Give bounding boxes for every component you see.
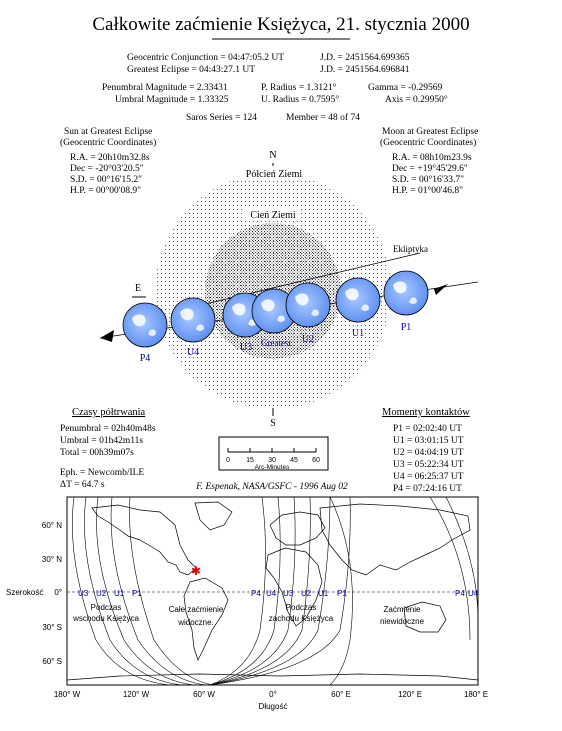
path-arrow-east: [434, 284, 448, 295]
contact-label-u1: U1: [351, 328, 365, 339]
sun-dec: Dec = -20°03'20.5": [70, 164, 144, 174]
umbra-label: Cień Ziemi: [250, 210, 296, 221]
duration-umbral: Umbral = 01h42m11s: [60, 436, 144, 446]
map-curve-label-u1-mid: U1: [318, 589, 329, 598]
gamma: Gamma = -0.29569: [368, 83, 443, 93]
contact-label-u2: U2: [301, 334, 315, 345]
zone-total-line2: widoczne.: [178, 618, 214, 627]
contact-label-p4: P4: [139, 353, 151, 364]
moon-ra: R.A. = 08h10m23.9s: [392, 153, 472, 163]
p-radius: P. Radius = 1.3121°: [261, 83, 337, 93]
contact-u4-time: U4 = 06:25:37 UT: [393, 472, 464, 482]
greatest-eclipse-star-icon: ✱: [190, 564, 202, 578]
scale-tick-0: 0: [226, 457, 230, 464]
path-arrow-west: [100, 330, 114, 342]
sun-box-subtitle: (Geocentric Coordinates): [60, 138, 157, 148]
map-curve-label-u3-mid: U3: [283, 589, 294, 598]
zone-total-line1: Całe zaćmienie: [168, 605, 224, 614]
contact-p4-time: P4 = 07:24:16 UT: [393, 484, 462, 494]
greatest-eclipse-jd: J.D. = 2451564.696841: [320, 65, 410, 75]
sun-hp: H.P. = 00°00'08.9": [70, 186, 141, 196]
map-curve-label-u4-mid: U4: [266, 589, 277, 598]
zone-invisible-line2: niewidoczne: [379, 617, 425, 626]
saros-member: Member = 48 of 74: [286, 113, 360, 123]
ecliptic-label: Ekliptyka: [393, 244, 428, 254]
durations-title: Czasy półtrwania: [72, 407, 146, 418]
page-title: Całkowite zaćmienie Księżyca, 21. stycznia 2000: [92, 14, 470, 35]
lat-tick-30n: 30° N: [41, 555, 62, 564]
greatest-eclipse-text: Greatest Eclipse = 04:43:27.1 UT: [127, 65, 256, 75]
lon-tick-120w: 120° W: [122, 690, 150, 699]
lon-tick-60e: 60° E: [331, 690, 351, 699]
sun-sd: S.D. = 00°16'15.2": [70, 175, 143, 185]
conjunction-jd: J.D. = 2451564.699365: [320, 53, 410, 63]
credit: F. Espenak, NASA/GSFC - 1996 Aug 02: [196, 482, 348, 492]
moon-u2: [286, 283, 330, 327]
zone-moonrise-line2: wschodu Księżyca: [73, 614, 139, 623]
scale-tick-45: 45: [290, 457, 298, 464]
moon-p4: [123, 303, 167, 347]
moon-u4: [171, 298, 215, 342]
north-label: N: [269, 150, 277, 161]
sun-ra: R.A. = 20h10m32.8s: [70, 153, 150, 163]
scale-tick-60: 60: [312, 457, 320, 464]
contact-u3-time: U3 = 05:22:34 UT: [393, 460, 464, 470]
contact-u1-time: U1 = 03:01:15 UT: [393, 436, 464, 446]
lat-tick-0: 0°: [54, 588, 62, 597]
moon-box-subtitle: (Geocentric Coordinates): [380, 138, 477, 148]
conjunction-text: Geocentric Conjunction = 04:47:05.2 UT: [127, 53, 285, 63]
lon-tick-180e: 180° E: [463, 690, 489, 699]
map-curve-label-p1-mid: P1: [337, 589, 347, 598]
map-curve-label-p4-east: P4: [455, 589, 465, 598]
moon-sd: S.D. = 00°16'33.7": [392, 175, 465, 185]
u-radius: U. Radius = 0.7595°: [261, 95, 340, 105]
lon-tick-120e: 120° E: [397, 690, 423, 699]
moon-p1: [384, 271, 428, 315]
map-curve-label-u1-west: U1: [114, 589, 125, 598]
delta-t: ΔT = 64.7 s: [60, 480, 105, 490]
map-curve-label-u4-east: U4: [468, 589, 479, 598]
y-axis-title: Szerokość: [6, 588, 44, 597]
map-curve-label-p1-west: P1: [132, 589, 142, 598]
scale-tick-15: 15: [246, 457, 254, 464]
lat-tick-60s: 60° S: [42, 657, 62, 666]
duration-penumbral: Penumbral = 02h40m48s: [60, 424, 156, 434]
zone-moonrise-line1: Podczas: [90, 603, 122, 612]
south-label: S: [270, 418, 276, 429]
penumbral-magnitude: Penumbral Magnitude = 2.33431: [102, 83, 228, 93]
lon-tick-180w: 180° W: [53, 690, 81, 699]
duration-total: Total = 00h39m07s: [60, 448, 134, 458]
moon-u1: [336, 278, 380, 322]
map-curve-label-u3-west: U3: [78, 589, 89, 598]
zone-moonset-line1: Podczas: [285, 603, 317, 612]
sun-box-title: Sun at Greatest Eclipse: [64, 127, 153, 137]
contact-label-p1: P1: [400, 322, 412, 333]
contact-label-u3: U3: [239, 342, 253, 353]
lat-tick-30s: 30° S: [42, 623, 62, 632]
contact-label-greatest: Greatest: [261, 338, 291, 348]
scale-tick-30: 30: [268, 457, 276, 464]
scale-label: Arc-Minutes: [254, 464, 290, 471]
moon-hp: H.P. = 01°00'46.8": [392, 186, 463, 196]
contact-p1-time: P1 = 02:02:40 UT: [393, 424, 462, 434]
east-label: E: [134, 283, 142, 294]
axis: Axis = 0.29950°: [385, 95, 448, 105]
x-axis-title: Długość: [258, 702, 288, 711]
ephemeris: Eph. = Newcomb/ILE: [60, 468, 145, 478]
lat-tick-60n: 60° N: [41, 521, 62, 530]
map-curve-label-u2-west: U2: [96, 589, 107, 598]
map-curve-label-u2-mid: U2: [301, 589, 312, 598]
lon-tick-0: 0°: [269, 690, 277, 699]
saros-series: Saros Series = 124: [186, 113, 258, 123]
umbral-magnitude: Umbral Magnitude = 1.33325: [115, 95, 229, 105]
lon-tick-60w: 60° W: [193, 690, 215, 699]
moon-dec: Dec = +19°45'29.6": [392, 164, 468, 174]
map-curve-label-p4-mid: P4: [251, 589, 261, 598]
contacts-title: Momenty kontaktów: [382, 407, 470, 418]
arc-minute-scale: [219, 437, 328, 471]
zone-invisible-line1: Zaćmienie: [383, 605, 421, 614]
contact-label-u4: U4: [186, 347, 200, 358]
zone-moonset-line2: zachodu Księżyca: [268, 614, 334, 623]
contact-u2-time: U2 = 04:04:19 UT: [393, 448, 464, 458]
penumbra-label: Półcień Ziemi: [245, 169, 303, 180]
moon-box-title: Moon at Greatest Eclipse: [382, 127, 479, 137]
